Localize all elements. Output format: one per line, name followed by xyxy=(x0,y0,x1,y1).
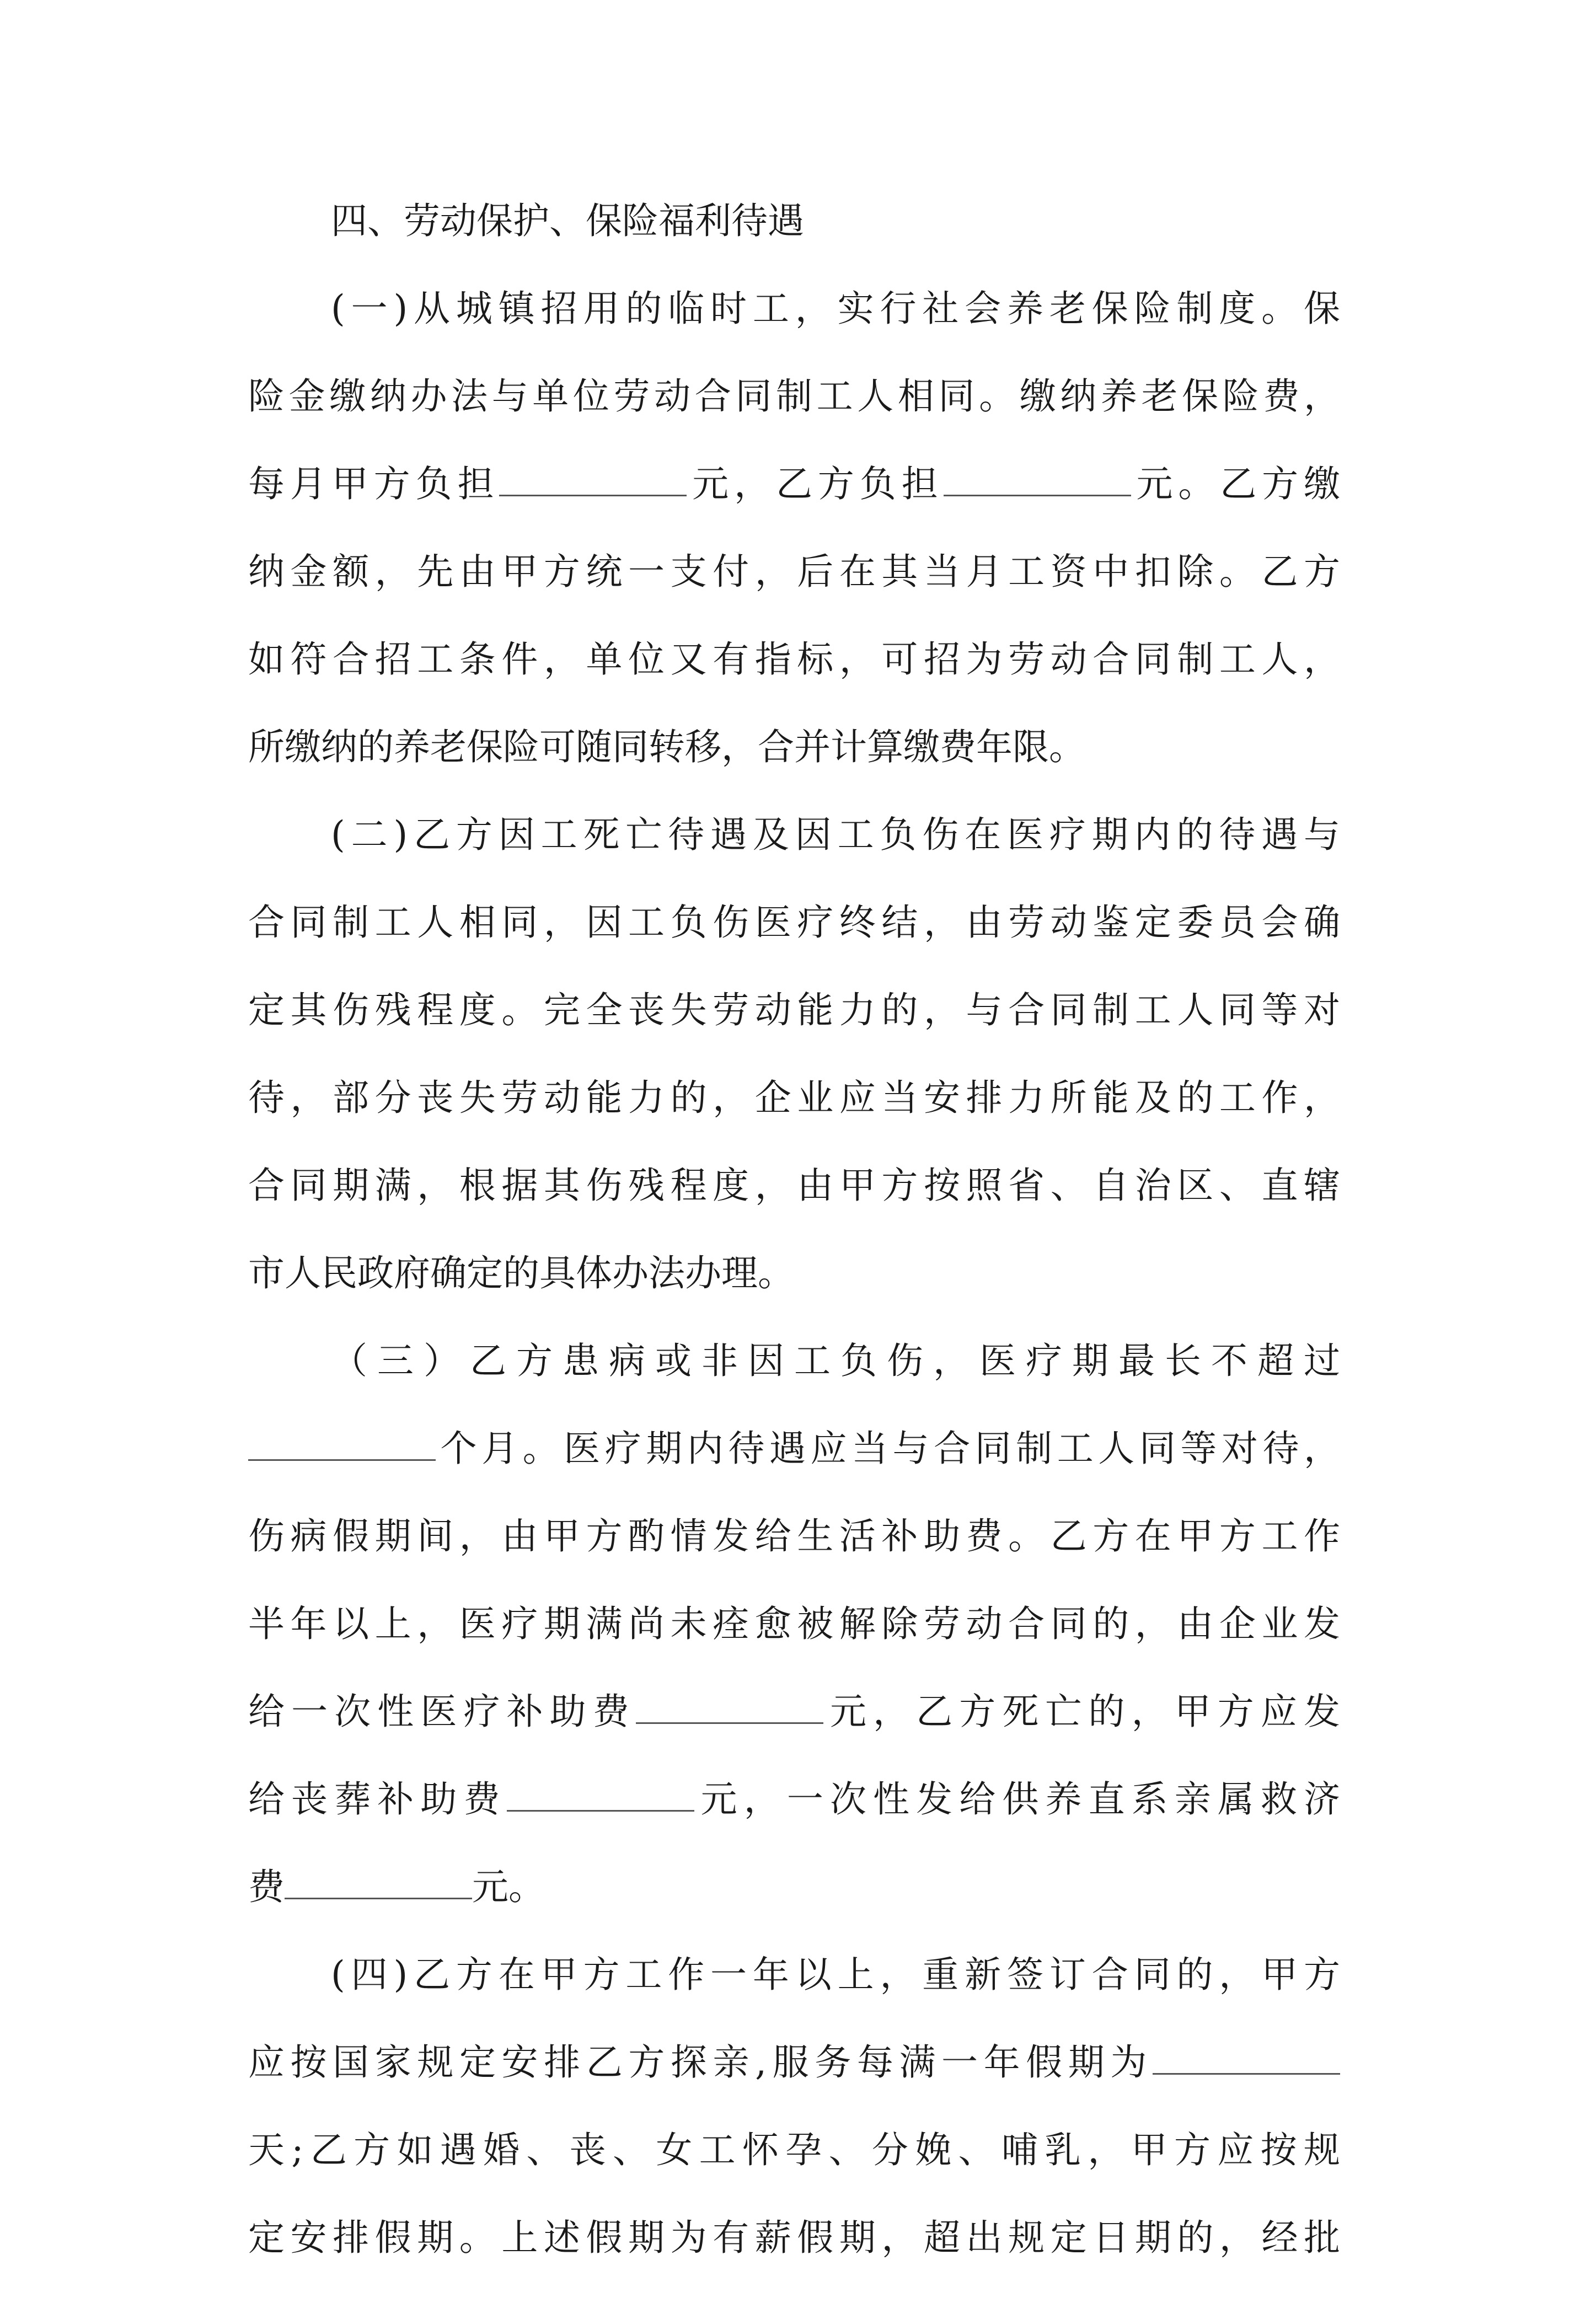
paragraph-1-line-6: 所缴纳的养老保险可随同转移，合并计算缴费年限。 xyxy=(248,726,1085,768)
fill-blank-party-b-pension xyxy=(944,463,1131,496)
paragraph-1-line-2: 险金缴纳办法与单位劳动合同制工人相同。缴纳养老保险费， xyxy=(248,375,1340,417)
paragraph-3-line-2: 个月。医疗期内待遇应当与合同制工人同等对待， xyxy=(248,1426,1340,1471)
paragraph-4-line-4: 定安排假期。上述假期为有薪假期，超出规定日期的，经批 xyxy=(248,2216,1340,2259)
paragraph-4-line-3: 天;乙方如遇婚、丧、女工怀孕、分娩、哺乳，甲方应按规 xyxy=(248,2129,1340,2171)
fill-blank-relief-payment xyxy=(285,1866,472,1899)
paragraph-3-line-1: （三）乙方患病或非因工负伤，医疗期最长不超过 xyxy=(331,1340,1340,1382)
fill-blank-funeral-subsidy xyxy=(507,1778,694,1812)
paragraph-3-line-6: 给丧葬补助费 元，一次性发给供养直系亲属救济 xyxy=(248,1778,1341,1820)
fill-blank-medical-subsidy xyxy=(636,1690,823,1724)
paragraph-3-line-3: 伤病假期间，由甲方酌情发给生活补助费。乙方在甲方工作 xyxy=(248,1515,1340,1557)
paragraph-2-line-1: (二)乙方因工死亡待遇及因工负伤在医疗期内的待遇与 xyxy=(331,813,1340,856)
paragraph-2-line-4: 待，部分丧失劳动能力的，企业应当安排力所能及的工作， xyxy=(248,1076,1340,1119)
paragraph-2-line-6: 市人民政府确定的具体办法办理。 xyxy=(248,1252,794,1294)
paragraph-1-line-5: 如符合招工条件，单位又有指标，可招为劳动合同制工人， xyxy=(248,638,1340,681)
fill-blank-party-a-pension xyxy=(499,463,687,496)
paragraph-4-line-2: 应按国家规定安排乙方探亲,服务每满一年假期为 xyxy=(248,2040,1340,2085)
paragraph-3-line-5: 给一次性医疗补助费 元，乙方死亡的，甲方应发 xyxy=(248,1690,1341,1733)
paragraph-1-line-4: 纳金额，先由甲方统一支付，后在其当月工资中扣除。乙方 xyxy=(248,550,1340,593)
paragraph-1-line-1: (一)从城镇招用的临时工，实行社会养老保险制度。保 xyxy=(331,287,1340,330)
paragraph-3-line-7: 费 元。 xyxy=(248,1866,545,1908)
fill-blank-home-leave-days xyxy=(1153,2041,1340,2075)
section-heading: 四、劳动保护、保险福利待遇 xyxy=(331,200,804,242)
paragraph-2-line-5: 合同期满，根据其伤残程度，由甲方按照省、自治区、直辖 xyxy=(248,1164,1340,1207)
paragraph-2-line-2: 合同制工人相同，因工负伤医疗终结，由劳动鉴定委员会确 xyxy=(248,901,1340,944)
fill-blank-medical-months xyxy=(248,1427,436,1461)
paragraph-1-line-3: 每月甲方负担 元，乙方负担 元。乙方缴 xyxy=(248,463,1341,505)
paragraph-4-line-1: (四)乙方在甲方工作一年以上，重新签订合同的，甲方 xyxy=(331,1953,1340,1996)
paragraph-3-line-4: 半年以上，医疗期满尚未痊愈被解除劳动合同的，由企业发 xyxy=(248,1603,1340,1645)
paragraph-2-line-3: 定其伤残程度。完全丧失劳动能力的，与合同制工人同等对 xyxy=(248,989,1340,1031)
document-body xyxy=(248,199,1340,2303)
